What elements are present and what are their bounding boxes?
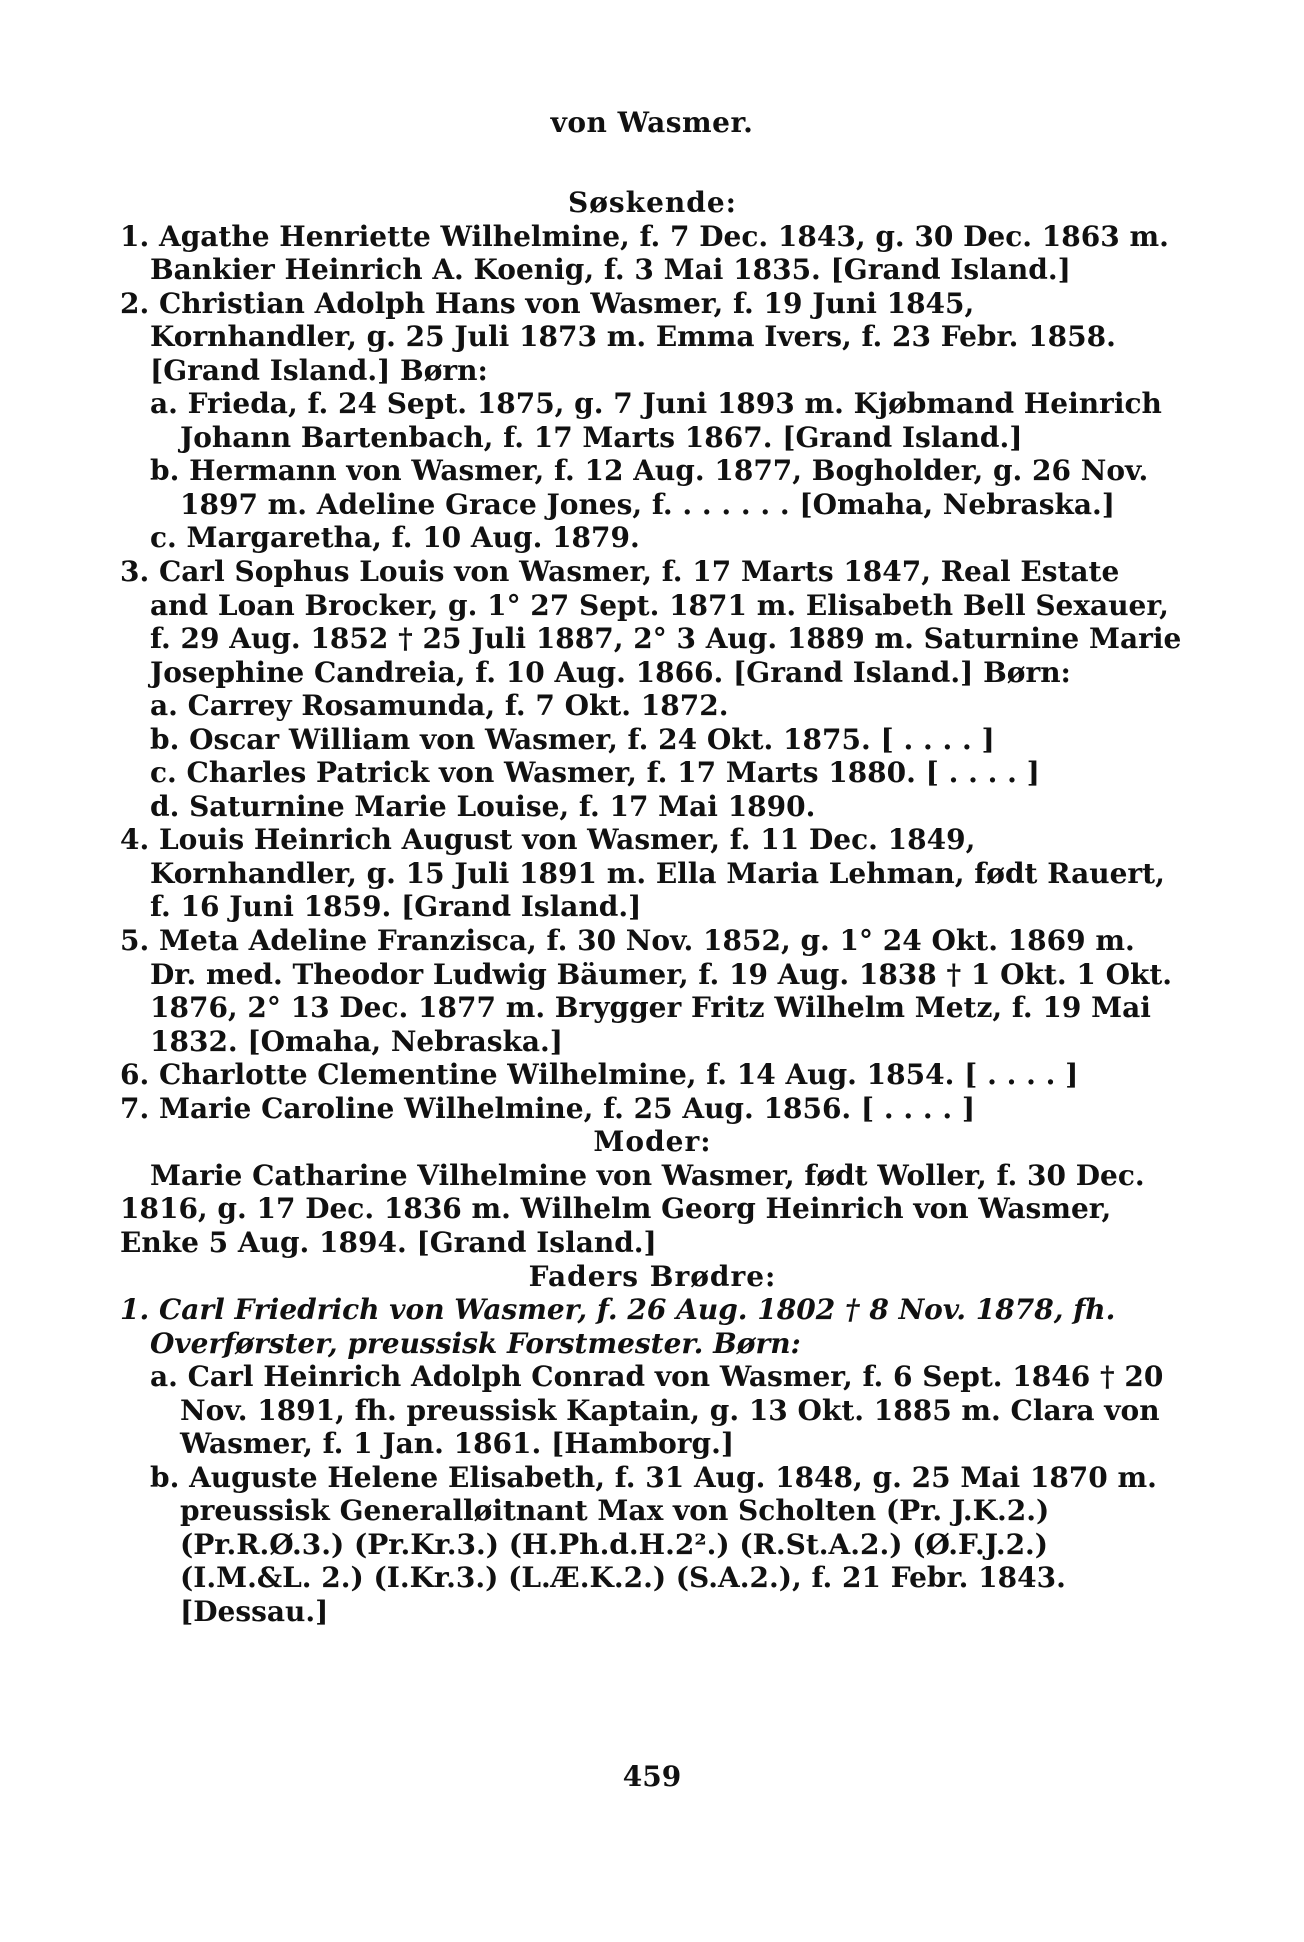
sibling-entry-7: 7. Marie Caroline Wilhelmine, f. 25 Aug. 1856. [ . . . . ]	[120, 1091, 976, 1125]
uncle-child-entry-a: a. Carl Heinrich Adolph Conrad von Wasmer, f. 6 Sept. 1846 † 20 Nov. 1891, fh. preussisk Kaptain, g. 13 Okt. 1885 m. Clara von Wasmer, f. 1 Jan. 1861. [Hamborg.]	[150, 1360, 1164, 1461]
page-body	[120, 186, 1185, 1629]
section-heading-siblings: Søskende:	[568, 186, 737, 219]
mother-entry: Marie Catharine Vilhelmine von Wasmer, født Woller, f. 30 Dec. 1816, g. 17 Dec. 1836 m. Wilhelm Georg Heinrich von Wasmer, Enke 5 Aug. 1894. [Grand Island.]	[120, 1158, 1145, 1259]
child-entry-3b: b. Oscar William von Wasmer, f. 24 Okt. 1875. [ . . . . ]	[150, 722, 995, 756]
uncle-child-entry-b: b. Auguste Helene Elisabeth, f. 31 Aug. 1848, g. 25 Mai 1870 m. preussisk Generalløitnant Max von Scholten (Pr. J.K.2.) (Pr.R.Ø.3.) (Pr.Kr.3.) (H.Ph.d.H.2².) (R.St.A.2.) (Ø.F.J.2.) (I.M.&L. 2.) (I.Kr.3.) (L.Æ.K.2.) (S.A.2.), f. 21 Febr. 1843. [Dessau.]	[150, 1460, 1157, 1628]
child-entry-2a: a. Frieda, f. 24 Sept. 1875, g. 7 Juni 1893 m. Kjøbmand Heinrich Johann Bartenbach, f. 17 Marts 1867. [Grand Island.]	[150, 387, 1162, 454]
sibling-entry-3: 3. Carl Sophus Louis von Wasmer, f. 17 Marts 1847, Real Estate and Loan Brocker, g. 1° 27 Sept. 1871 m. Elisabeth Bell Sexauer, f. 29 Aug. 1852 † 25 Juli 1887, 2° 3 Aug. 1889 m. Saturnine Marie Josephine Candreia, f. 10 Aug. 1866. [Grand Island.] Børn:	[120, 555, 1182, 689]
sibling-entry-2: 2. Christian Adolph Hans von Wasmer, f. 19 Juni 1845, Kornhandler, g. 25 Juli 1873 m. Emma Ivers, f. 23 Febr. 1858. [Grand Island.] Børn:	[120, 286, 1116, 387]
sibling-entry-4: 4. Louis Heinrich August von Wasmer, f. 11 Dec. 1849, Kornhandler, g. 15 Juli 1891 m. Ella Maria Lehman, født Rauert, f. 16 Juni 1859. [Grand Island.]	[120, 823, 1165, 924]
sibling-entry-6: 6. Charlotte Clementine Wilhelmine, f. 14 Aug. 1854. [ . . . . ]	[120, 1058, 1079, 1092]
child-entry-3d: d. Saturnine Marie Louise, f. 17 Mai 1890.	[150, 789, 816, 823]
section-heading-mother: Moder:	[593, 1125, 712, 1159]
child-entry-2c: c. Margaretha, f. 10 Aug. 1879.	[150, 521, 640, 555]
child-entry-3c: c. Charles Patrick von Wasmer, f. 17 Marts 1880. [ . . . . ]	[150, 756, 1040, 790]
uncle-entry-1: 1. Carl Friedrich von Wasmer, f. 26 Aug. 1802 † 8 Nov. 1878, fh. Overførster, preussisk Forstmester. Børn:	[120, 1293, 1116, 1360]
sibling-entry-5: 5. Meta Adeline Franzisca, f. 30 Nov. 1852, g. 1° 24 Okt. 1869 m. Dr. med. Theodor Ludwig Bäumer, f. 19 Aug. 1838 † 1 Okt. 1 Okt. 1876, 2° 13 Dec. 1877 m. Brygger Fritz Wilhelm Metz, f. 19 Mai 1832. [Omaha, Nebraska.]	[120, 924, 1173, 1058]
child-entry-2b: b. Hermann von Wasmer, f. 12 Aug. 1877, Bogholder, g. 26 Nov. 1897 m. Adeline Grace Jones, f. . . . . . . [Omaha, Nebraska.]	[150, 454, 1149, 521]
running-head: von Wasmer.	[550, 106, 754, 139]
section-heading-uncles: Faders Brødre:	[528, 1259, 777, 1293]
child-entry-3a: a. Carrey Rosamunda, f. 7 Okt. 1872.	[150, 689, 729, 723]
page-number: 459	[622, 1760, 682, 1793]
sibling-entry-1: 1. Agathe Henriette Wilhelmine, f. 7 Dec. 1843, g. 30 Dec. 1863 m. Bankier Heinrich A. Koenig, f. 3 Mai 1835. [Grand Island.]	[120, 219, 1169, 287]
